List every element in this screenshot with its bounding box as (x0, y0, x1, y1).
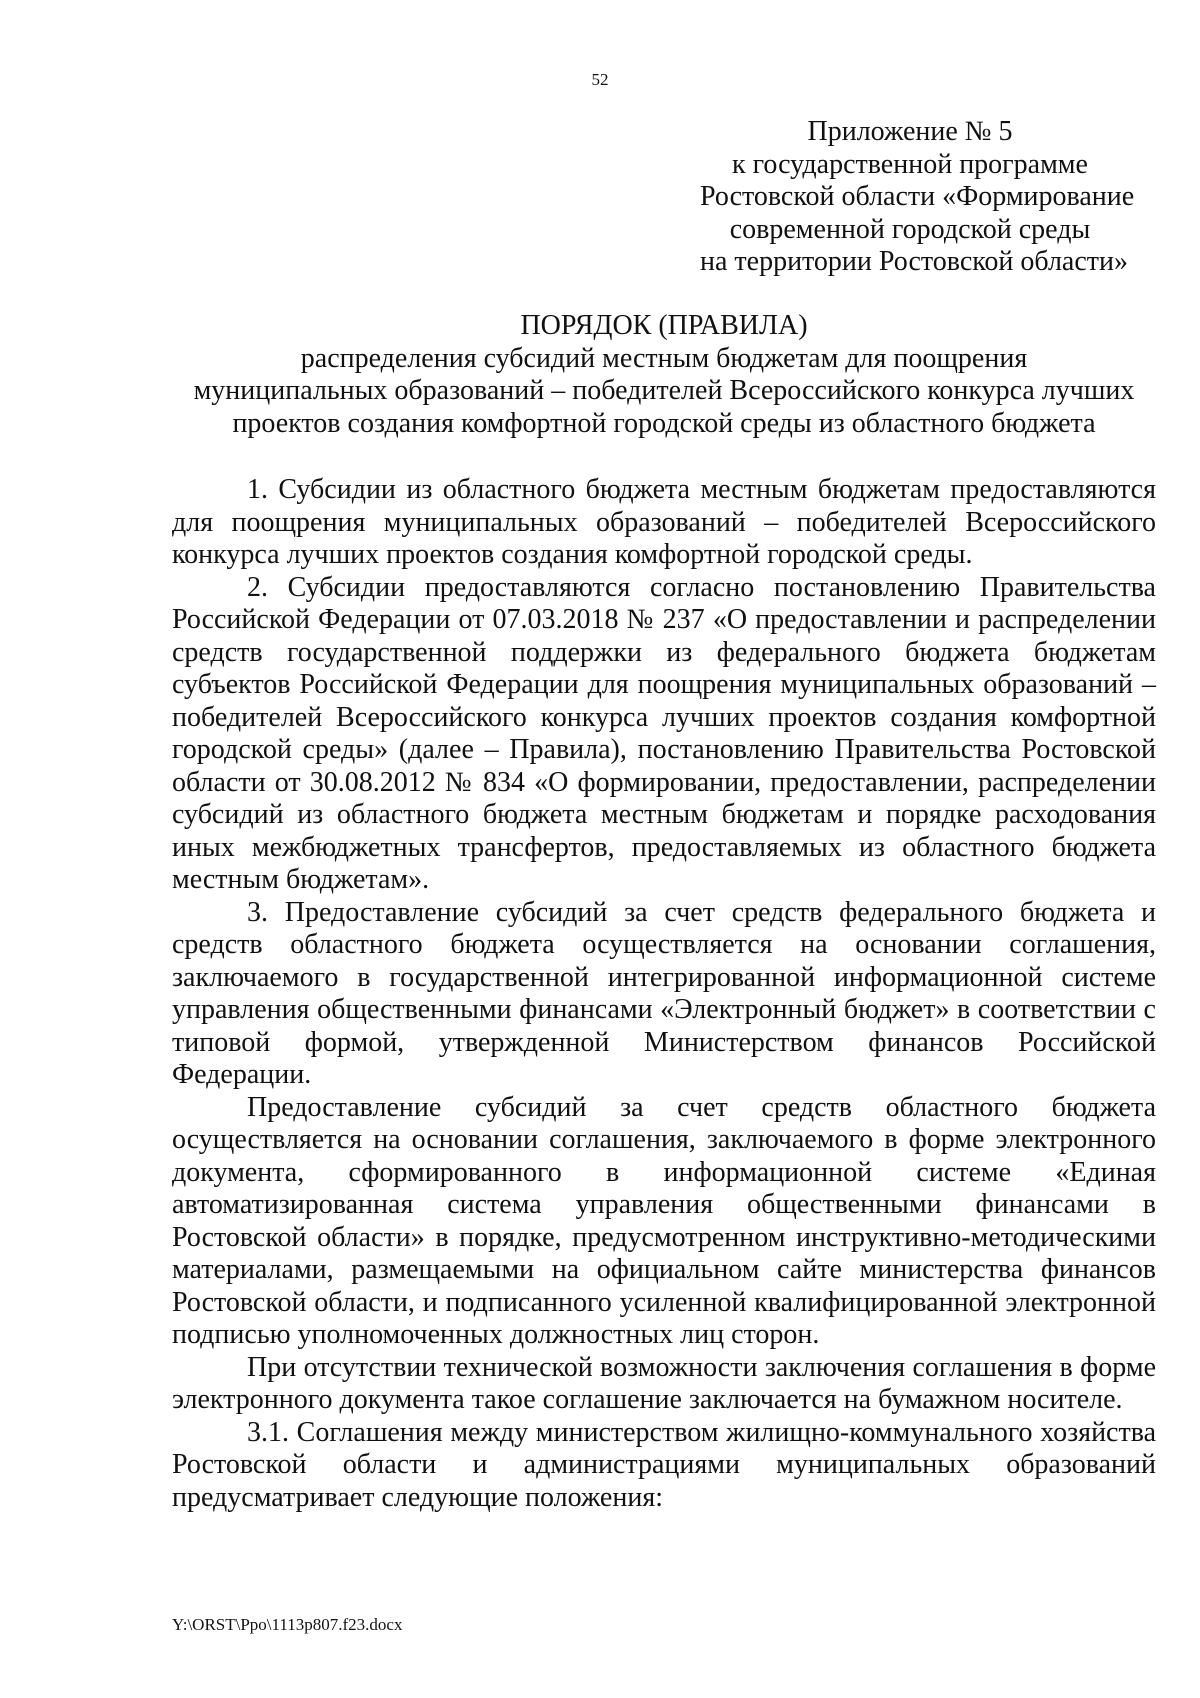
paragraph-1: 1. Субсидии из областного бюджета местным бюджетам предоставляются для поощрения муниципальных образований – победителей Всероссийского конкурса лучших проектов создания комфортной городской среды. (172, 474, 1156, 570)
appendix-line: к государственной программе (732, 148, 1088, 180)
paragraph-3-electronic-agreement: Предоставление субсидий за счет средств областного бюджета осуществляется на основании соглашения, заключаемого в форме электронного документа, сформированного в информационной системе «Единая автоматизированная система управления общественными финансами в Ростовской области» в порядке, предусмотренном инструктивно-методическими материалами, размещаемыми на официальном сайте министерства финансов Ростовской области, и подписанного усиленной квалифицированной электронной подписью уполномоченных должностных лиц сторон. (172, 1091, 1156, 1350)
document-subtitle-line: муниципальных образований – победителей Всероссийского конкурса лучших (193, 375, 1135, 406)
appendix-line: на территории Ростовской области» (700, 246, 1129, 277)
paragraph-3-1: 3.1. Соглашения между министерством жилищно-коммунального хозяйства Ростовской области и администрациями муниципальных образований предусматривает следующие положения: (172, 1416, 1156, 1513)
footer-file-path: Y:\ORST\Ppo\1113p807.f23.docx (172, 1615, 403, 1634)
document-body (172, 474, 1156, 1514)
page-number: 52 (591, 70, 609, 89)
appendix-line: современной городской среды (729, 213, 1091, 245)
document-title-block (172, 310, 1156, 440)
document-subtitle-line: распределения субсидий местным бюджетам для поощрения (300, 342, 1028, 374)
appendix-line: Ростовской области «Формирование (700, 181, 1135, 212)
paragraph-3: 3. Предоставление субсидий за счет средств федерального бюджета и средств областного бюджета осуществляется на основании соглашения, заключаемого в государственной интегрированной информационной системе управления общественными финансами «Электронный бюджет» в соответствии с типовой формой, утвержденной Министерством финансов Российской Федерации. (172, 896, 1156, 1090)
document-subtitle-line: проектов создания комфортной городской среды из областного бюджета (232, 407, 1096, 439)
paragraph-3-paper-agreement: При отсутствии технической возможности заключения соглашения в форме электронного документа такое соглашение заключается на бумажном носителе. (172, 1351, 1156, 1415)
paragraph-2: 2. Субсидии предоставляются согласно постановлению Правительства Российской Федерации от 07.03.2018 № 237 «О предоставлении и распределении средств государственной поддержки из федерального бюджета бюджетам субъектов Российской Федерации для поощрения муниципальных образований – победителей Всероссийского конкурса лучших проектов создания комфортной городской среды» (далее – Правила), постановлению Правительства Ростовской области от 30.08.2012 № 834 «О формировании, предоставлении, распределении субсидий из областного бюджета местным бюджетам и порядке расходования иных межбюджетных трансфертов, предоставляемых из областного бюджета местным бюджетам». (172, 571, 1156, 895)
appendix-block (700, 116, 1135, 279)
appendix-line: Приложение № 5 (807, 116, 1013, 147)
document-heading: ПОРЯДОК (ПРАВИЛА) (520, 310, 808, 341)
